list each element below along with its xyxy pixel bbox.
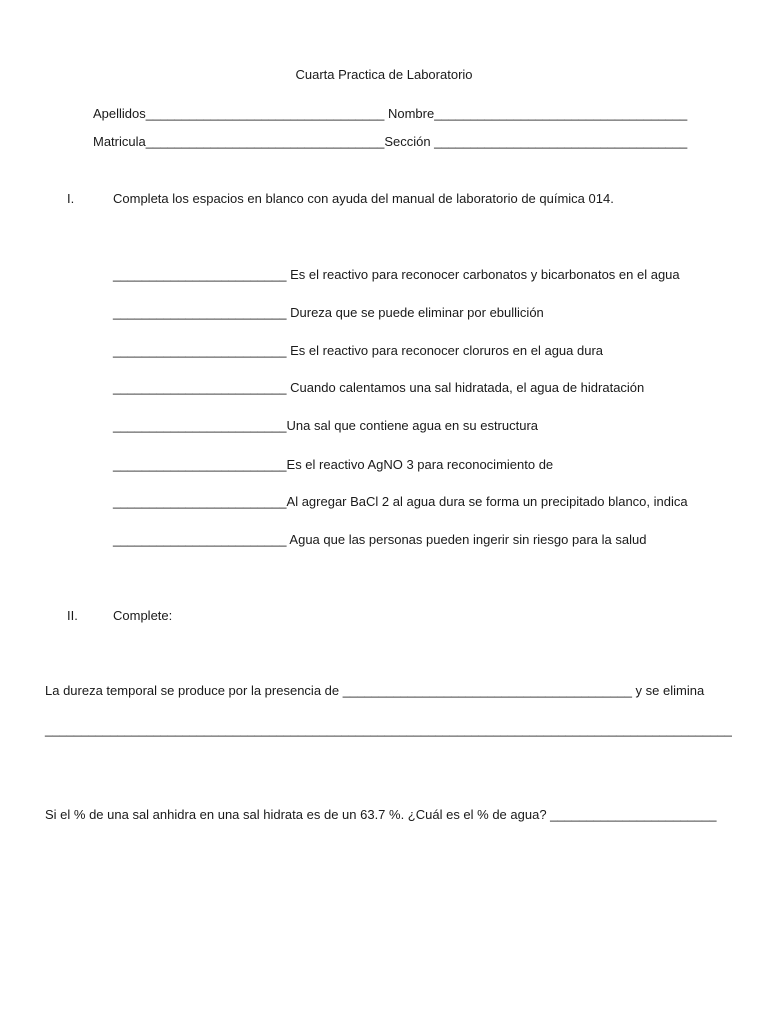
- fill-in-item: ________________________ Es el reactivo para reconocer cloruros en el agua dura: [113, 343, 604, 358]
- section-1-instruction: Completa los espacios en blanco con ayuda del manual de laboratorio de química 014.: [113, 191, 614, 206]
- fill-in-item: ________________________ Agua que las personas pueden ingerir sin riesgo para la salud: [113, 532, 647, 547]
- fill-in-item: ________________________Una sal que contiene agua en su estructura: [113, 418, 539, 433]
- fill-in-item: ________________________ Cuando calentamos una sal hidratada, el agua de hidratación: [113, 380, 645, 395]
- question-dureza-temporal-blank-line: _______________________________________________________________________________________________: [45, 722, 732, 737]
- fill-in-item: ________________________Al agregar BaCl 2 al agua dura se forma un precipitado blanco, indica: [113, 494, 688, 509]
- section-2-number: II.: [67, 608, 78, 623]
- section-1-number: I.: [67, 191, 75, 206]
- header-apellidos-nombre: Apellidos_________________________________ Nombre___________________________________: [93, 106, 688, 121]
- header-matricula-seccion: Matricula_________________________________Sección ___________________________________: [93, 134, 688, 149]
- section-2-instruction: Complete:: [113, 608, 173, 623]
- fill-in-item: ________________________ Es el reactivo para reconocer carbonatos y bicarbonatos en el agua: [113, 267, 680, 282]
- question-porcentaje-agua: Si el % de una sal anhidra en una sal hidrata es de un 63.7 %. ¿Cuál es el % de agua? _______________________: [45, 807, 717, 822]
- page-title: Cuarta Practica de Laboratorio: [295, 67, 473, 82]
- question-dureza-temporal: La dureza temporal se produce por la presencia de ________________________________________ y se elimina: [45, 683, 705, 698]
- fill-in-item: ________________________Es el reactivo AgNO 3 para reconocimiento de: [113, 457, 554, 472]
- fill-in-item: ________________________ Dureza que se puede eliminar por ebullición: [113, 305, 544, 320]
